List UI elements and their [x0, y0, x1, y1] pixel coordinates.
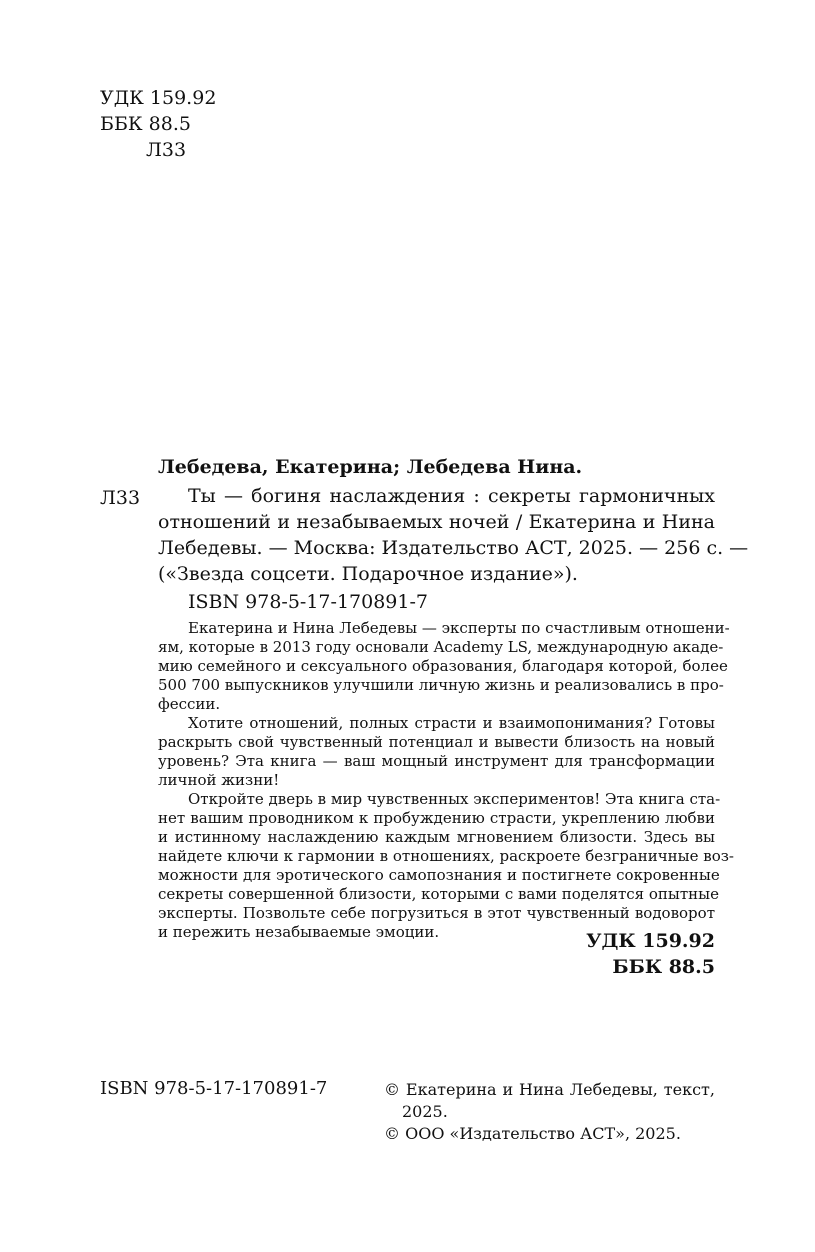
- annotation-line: эксперты. Позвольте себе погрузиться в этот чувственный водоворот: [158, 904, 715, 922]
- copyright-authors-year: 2025.: [402, 1102, 448, 1121]
- annotation: [158, 619, 734, 942]
- annotation-line: и истинному наслаждению каждым мгновением близости. Здесь вы: [158, 828, 715, 846]
- copyright-block: [384, 1079, 715, 1145]
- right-codes: [586, 928, 715, 980]
- bbk-code-right: ББК 88.5: [612, 956, 715, 978]
- copyright-authors: © Екатерина и Нина Лебедевы, текст,: [384, 1080, 715, 1099]
- title-line: Лебедевы. — Москва: Издательство АСТ, 2025. — 256 с. —: [158, 537, 749, 559]
- udk-code-top: УДК 159.92: [100, 87, 217, 109]
- annotation-line: нет вашим проводником к пробуждению страсти, укреплению любви: [158, 809, 715, 827]
- annotation-line: ям, которые в 2013 году основали Academy LS, международную акаде-: [158, 638, 724, 656]
- title-line: отношений и незабываемых ночей / Екатерина и Нина: [158, 511, 715, 533]
- title-line: («Звезда соцсети. Подарочное издание»).: [158, 563, 578, 585]
- udk-code-right: УДК 159.92: [586, 930, 715, 952]
- title-block: [158, 483, 749, 587]
- annotation-line: личной жизни!: [158, 771, 280, 789]
- annotation-line: Откройте дверь в мир чувственных экспериментов! Эта книга ста-: [188, 790, 721, 808]
- annotation-line: мию семейного и сексуального образования, благодаря которой, более: [158, 657, 728, 675]
- isbn-bottom: ISBN 978-5-17-170891-7: [100, 1078, 328, 1099]
- annotation-line: найдете ключи к гармонии в отношениях, раскроете безграничные воз-: [158, 847, 734, 865]
- annotation-line: секреты совершенной близости, которыми с вами поделятся опытные: [158, 885, 719, 903]
- author-mark-record: Л33: [100, 487, 141, 509]
- isbn-record: ISBN 978-5-17-170891-7: [188, 591, 428, 613]
- annotation-line: уровень? Эта книга — ваш мощный инструмент для трансформации: [158, 752, 715, 770]
- annotation-line: раскрыть свой чувственный потенциал и вывести близость на новый: [158, 733, 715, 751]
- annotation-line: можности для эротического самопознания и постигнете сокровенные: [158, 866, 720, 884]
- author-mark-top: Л33: [146, 139, 187, 161]
- author-heading: Лебедева, Екатерина; Лебедева Нина.: [158, 456, 583, 478]
- annotation-line: Екатерина и Нина Лебедевы — эксперты по счастливым отношени-: [188, 619, 730, 637]
- annotation-line: и пережить незабываемые эмоции.: [158, 923, 440, 941]
- annotation-line: 500 700 выпускников улучшили личную жизнь и реализовались в про-: [158, 676, 724, 694]
- annotation-line: Хотите отношений, полных страсти и взаимопонимания? Готовы: [188, 714, 715, 732]
- annotation-line: фессии.: [158, 695, 221, 713]
- title-line: Ты — богиня наслаждения : секреты гармоничных: [188, 485, 715, 507]
- copyright-publisher: © ООО «Издательство АСТ», 2025.: [384, 1124, 681, 1143]
- bbk-code-top: ББК 88.5: [100, 113, 191, 135]
